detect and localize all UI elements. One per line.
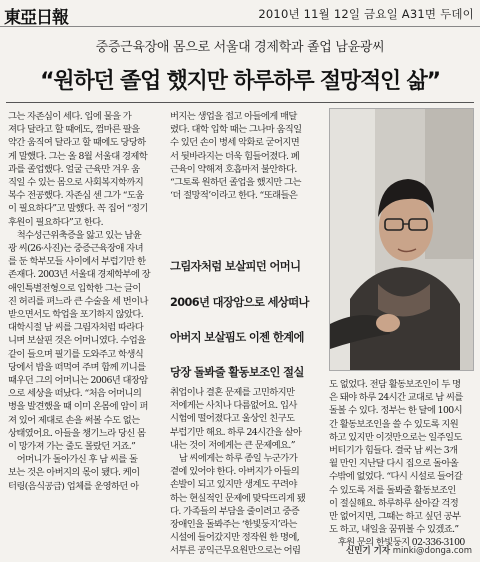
- body-column-2-bottom: [170, 386, 324, 558]
- text-line: 월 만인 지난달 다시 집으로 돌아올: [329, 458, 459, 470]
- text-line: 렸다. 대학 입학 때는 그나마 움직일: [170, 124, 302, 136]
- text-line: 대학시절 남 씨를 그림자처럼 따라다: [8, 322, 144, 334]
- text-line: 수밖에 없었다. “다시 시설로 들어갈: [329, 471, 463, 483]
- text-line: 수 있도록 저를 돌봐줄 활동보조인: [329, 484, 456, 496]
- text-line: 병을 발견했을 때 이미 온몸에 암이 퍼: [8, 401, 148, 413]
- text-line: 간 활동보조인을 쓸 수 있도록 지원: [329, 418, 459, 430]
- text-line: 다. 가족들의 부담을 줄이려고 중증: [170, 505, 300, 517]
- text-line: 이 필요하다”고 말했다. 꼭 집어 “정기: [8, 203, 148, 215]
- body-column-2-top: [170, 110, 324, 202]
- text-line: 져다 달라고 할 때에도, 껌마른 팔을: [8, 124, 140, 136]
- text-line: 손발이 되고 있지만 생계도 꾸려야: [170, 479, 297, 491]
- text-line: 취업이나 결혼 문제를 고민하지만: [170, 387, 295, 398]
- text-line: 버지는 생업을 접고 아들에게 매달: [170, 111, 297, 122]
- masthead: [0, 0, 480, 27]
- text-line: 보는 것은 아버지의 몫이 됐다. 케이: [8, 467, 140, 479]
- text-line: 수 있던 손이 병세 악화로 굳어지면: [170, 137, 300, 149]
- text-line: 시설에 들어갔지만 정작원 한 명에,: [170, 532, 300, 544]
- text-line: 당장 돌봐줄 활동보조인 절실: [170, 366, 304, 380]
- text-line: 내는 것이 저에게는 큰 문제예요.”: [170, 439, 295, 451]
- reporter-name: 신민기 기자: [346, 546, 391, 556]
- text-line: 니며 보살핀 것은 어머니였다. 수업을: [8, 335, 146, 347]
- text-line: 곁에 있어야 한다. 아버지가 아들의: [170, 466, 300, 478]
- byline: [346, 544, 472, 556]
- text-line: 진 허리를 펴느라 큰 수술을 세 번이나: [8, 295, 148, 307]
- text-line: 하고 있지만 이것만으로는 일주일도: [329, 431, 462, 443]
- text-line: 돌볼 수 있다. 정부는 한 달에 100시: [329, 405, 463, 417]
- article-subtitle: 중증근육장애 몸으로 서울대 경제학과 졸업 남윤광씨: [95, 40, 385, 55]
- text-line: 복수 전공했다. 자존심 센 그가 “도움: [8, 190, 144, 202]
- text-line: 으로 세상을 떠났다. “처음 어머니의: [8, 388, 142, 400]
- text-line: 후원 문의 한빛둥지 02-336-3100: [329, 537, 465, 549]
- headline-divider: [6, 102, 474, 103]
- text-line: 은 돼야 하루 24시간 교대로 남 씨를: [329, 392, 463, 404]
- text-line: 장애인을 돌봐주는 ‘한빛둥지’라는: [170, 519, 297, 531]
- text-line: 부럽기만 해요. 하루 24시간을 살아: [170, 426, 302, 438]
- text-line: 버티기가 힘들다. 결국 남 씨는 3개: [329, 445, 458, 457]
- text-line: 같이 들으며 필기를 도와주고 학생식: [8, 348, 144, 360]
- text-line: 시험에 떨어졌다고 울상인 친구도: [170, 413, 295, 425]
- text-line: 때우던 그의 어머니는 2006년 대장암: [8, 375, 148, 387]
- text-line: 받으면서도 학업을 포기하지 않았다.: [8, 309, 144, 321]
- text-line: 서투른 공익근무요원만으로는 어림: [170, 545, 301, 557]
- text-line: 이 망가져 가는 줄도 몰랐던 거죠.”: [8, 441, 136, 453]
- text-line: 도 없었다. 전담 활동보조인이 두 명: [329, 379, 461, 390]
- text-line: ‘더 절망적’이라고 한다. “또래들은: [170, 190, 298, 202]
- text-line: 남 씨에게는 하루 종일 누군가가: [170, 453, 298, 465]
- text-line: 2006년 대장암으로 세상떠나: [170, 295, 309, 309]
- pull-quote: [170, 244, 324, 396]
- text-line: 과를 졸업했다. 얼굴 근육만 겨우 움: [8, 163, 140, 175]
- text-line: 근육이 약해져 호흡마저 불안하다.: [170, 163, 297, 175]
- text-line: 져 있어 제대로 손을 써볼 수도 없는: [8, 414, 140, 426]
- text-line: 그림자처럼 보살피던 어머니: [170, 260, 301, 274]
- portrait-illustration: [330, 109, 474, 371]
- body-column-3: [329, 378, 474, 550]
- text-line: 직일 수 있는 몸으로 사회복지학까지: [8, 177, 144, 189]
- text-line: “그토록 원하던 졸업을 했지만 그는: [170, 177, 301, 189]
- text-line: 당에서 밥을 떠먹여 주며 함께 끼니를: [8, 361, 146, 373]
- text-line: 아버지 보살핌도 이젠 한계에: [170, 330, 304, 344]
- text-line: 척수성근위축증을 앓고 있는 남윤: [8, 229, 142, 241]
- portrait-photo: [329, 108, 474, 371]
- text-line: 저에게는 사치나 다름없어요. 입사: [170, 400, 297, 412]
- article-headline: “원하던 졸업 했지만 하루하루 절망적인 삶”: [40, 69, 440, 94]
- text-line: 어머니가 돌아가신 후 남 씨를 돌: [8, 454, 138, 466]
- body-column-1: [8, 110, 160, 493]
- text-line: 도 하고, 내일을 꿈꿔볼 수 있겠죠.”: [329, 524, 459, 536]
- text-line: 터링(음식공급) 업체를 운영하던 아: [8, 480, 139, 492]
- text-line: 게 말했다. 그는 올 8월 서울대 경제학: [8, 150, 148, 162]
- text-line: 광 씨(26·사진)는 중증근육장애 자녀: [8, 243, 144, 255]
- text-line: 만 없어지면, 그때는 하고 싶던 공부: [329, 511, 461, 523]
- text-line: 를 둔 학부모들 사이에서 부럽기만 한: [8, 256, 146, 268]
- text-line: 상태였어요. 아들을 챙기느라 당신 몸: [8, 427, 146, 439]
- text-line: 서 뒷바라지는 더욱 힘들어졌다. 폐: [170, 150, 300, 162]
- text-line: 그는 자존심이 세다. 입에 물을 가: [8, 111, 132, 122]
- text-line: 후원이 필요하다”고 한다.: [8, 216, 104, 228]
- text-line: 존재다. 2003년 서울대 경제학부에 장: [8, 269, 150, 281]
- dateline: 2010년 11월 12일 금요일 A31면 두데이: [258, 7, 474, 21]
- newspaper-logo: 東亞日報: [4, 8, 68, 28]
- reporter-email: minki@donga.com: [392, 546, 472, 556]
- text-line: 애인특별전형으로 입학한 그는 글이: [8, 282, 141, 294]
- text-line: 약간 움직여 달라고 할 때에도 당당하: [8, 137, 146, 149]
- text-line: 하는 현실적인 문제에 맞닥뜨리게 됐: [170, 492, 306, 504]
- text-line: 이 절실해요. 하루하루 살아갈 걱정: [329, 497, 459, 509]
